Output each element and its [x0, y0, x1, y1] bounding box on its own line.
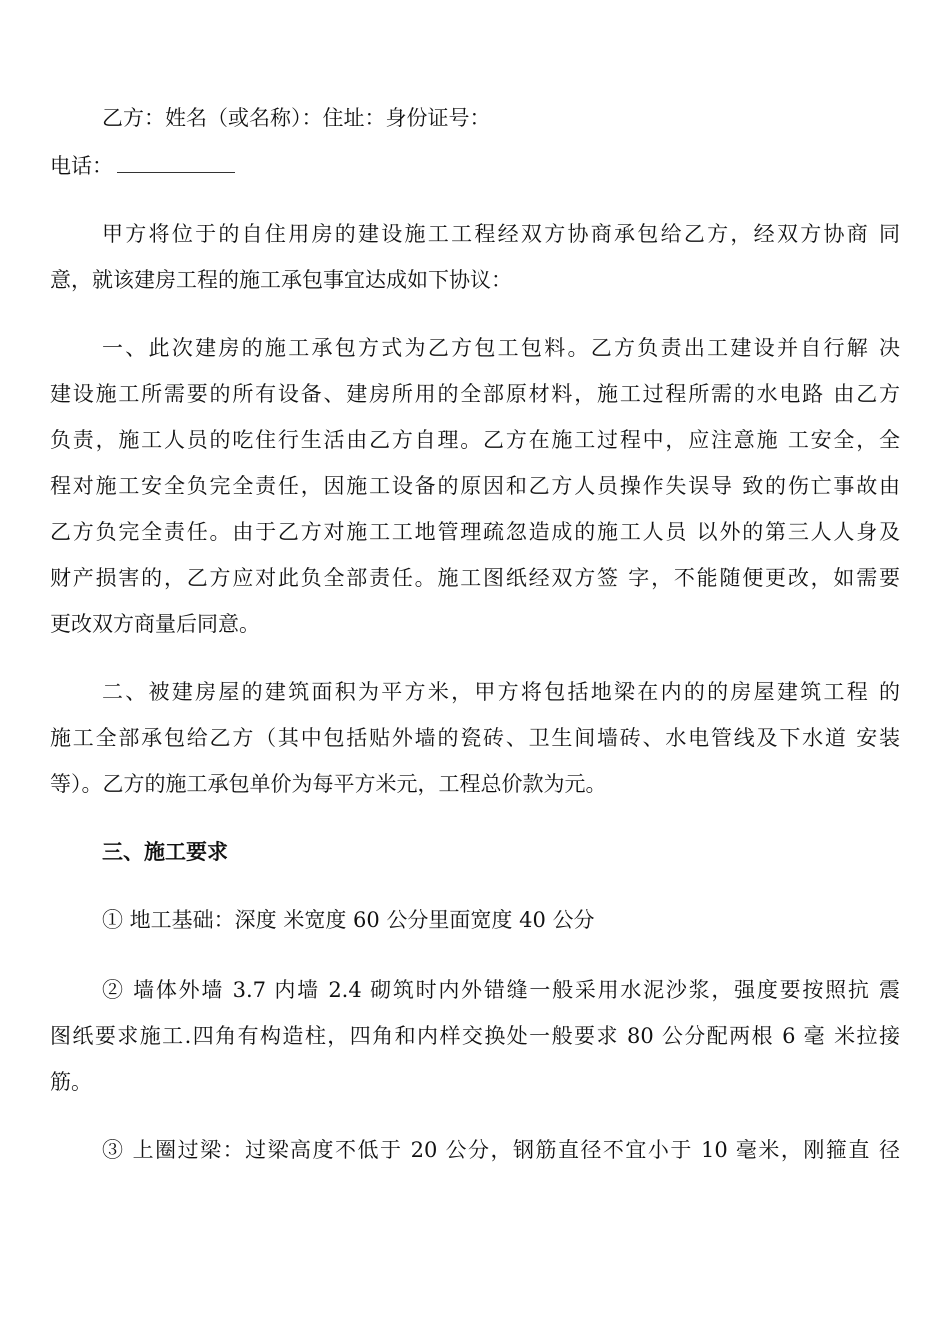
clause1-line-5: 乙方负完全责任。由于乙方对施工工地管理疏忽造成的施工人员 以外的第三人人身及 — [50, 520, 900, 544]
clause1-line-7: 更改双方商量后同意。 — [50, 612, 260, 636]
clause1-line-3: 负责，施工人员的吃住行生活由乙方自理。乙方在施工过程中，应注意施 工安全，全 — [50, 428, 900, 452]
clause3-title: 三、施工要求 — [102, 839, 228, 864]
clause1-line-6: 财产损害的，乙方应对此负全部责任。施工图纸经双方签 字，不能随便更改，如需要 — [50, 566, 900, 590]
item1-line: ① 地工基础：深度 米宽度 60 公分里面宽度 40 公分 — [102, 908, 595, 932]
item2-line-3: 筋。 — [50, 1070, 92, 1094]
clause2-line-3: 等）。乙方的施工承包单价为每平方米元，工程总价款为元。 — [50, 772, 607, 796]
clause1-line-2: 建设施工所需要的所有设备、建房所用的全部原材料，施工过程所需的水电路 由乙方 — [50, 382, 900, 406]
intro-line-1: 甲方将位于的自住用房的建设施工工程经双方协商承包给乙方，经双方协商 同 — [102, 222, 900, 246]
clause2-line-1: 二、被建房屋的建筑面积为平方米，甲方将包括地梁在内的的房屋建筑工程 的 — [102, 680, 900, 704]
clause1-line-4: 程对施工安全负完全责任，因施工设备的原因和乙方人员操作失误导 致的伤亡事故由 — [50, 474, 900, 498]
phone-line — [50, 152, 900, 180]
item2-line-1: ② 墙体外墙 3.7 内墙 2.4 砌筑时内外错缝一般采用水泥沙浆，强度要按照抗 震 — [102, 978, 900, 1002]
intro-line-2: 意，就该建房工程的施工承包事宜达成如下协议： — [50, 268, 512, 292]
phone-blank — [117, 152, 235, 173]
clause1-line-1: 一、此次建房的施工承包方式为乙方包工包料。乙方负责出工建设并自行解 决 — [102, 336, 900, 360]
party-b-line: 乙方：姓名（或名称）：住址：身份证号： — [102, 106, 491, 130]
item3-line-1: ③ 上圈过梁：过梁高度不低于 20 公分，钢筋直径不宜小于 10 毫米，刚箍直 径 — [102, 1138, 900, 1162]
phone-label: 电话： — [50, 154, 113, 178]
clause2-line-2: 施工全部承包给乙方（其中包括贴外墙的瓷砖、卫生间墙砖、水电管线及下水道 安装 — [50, 726, 900, 750]
item2-line-2: 图纸要求施工.四角有构造柱，四角和内样交换处一般要求 80 公分配两根 6 毫 米拉接 — [50, 1024, 900, 1048]
